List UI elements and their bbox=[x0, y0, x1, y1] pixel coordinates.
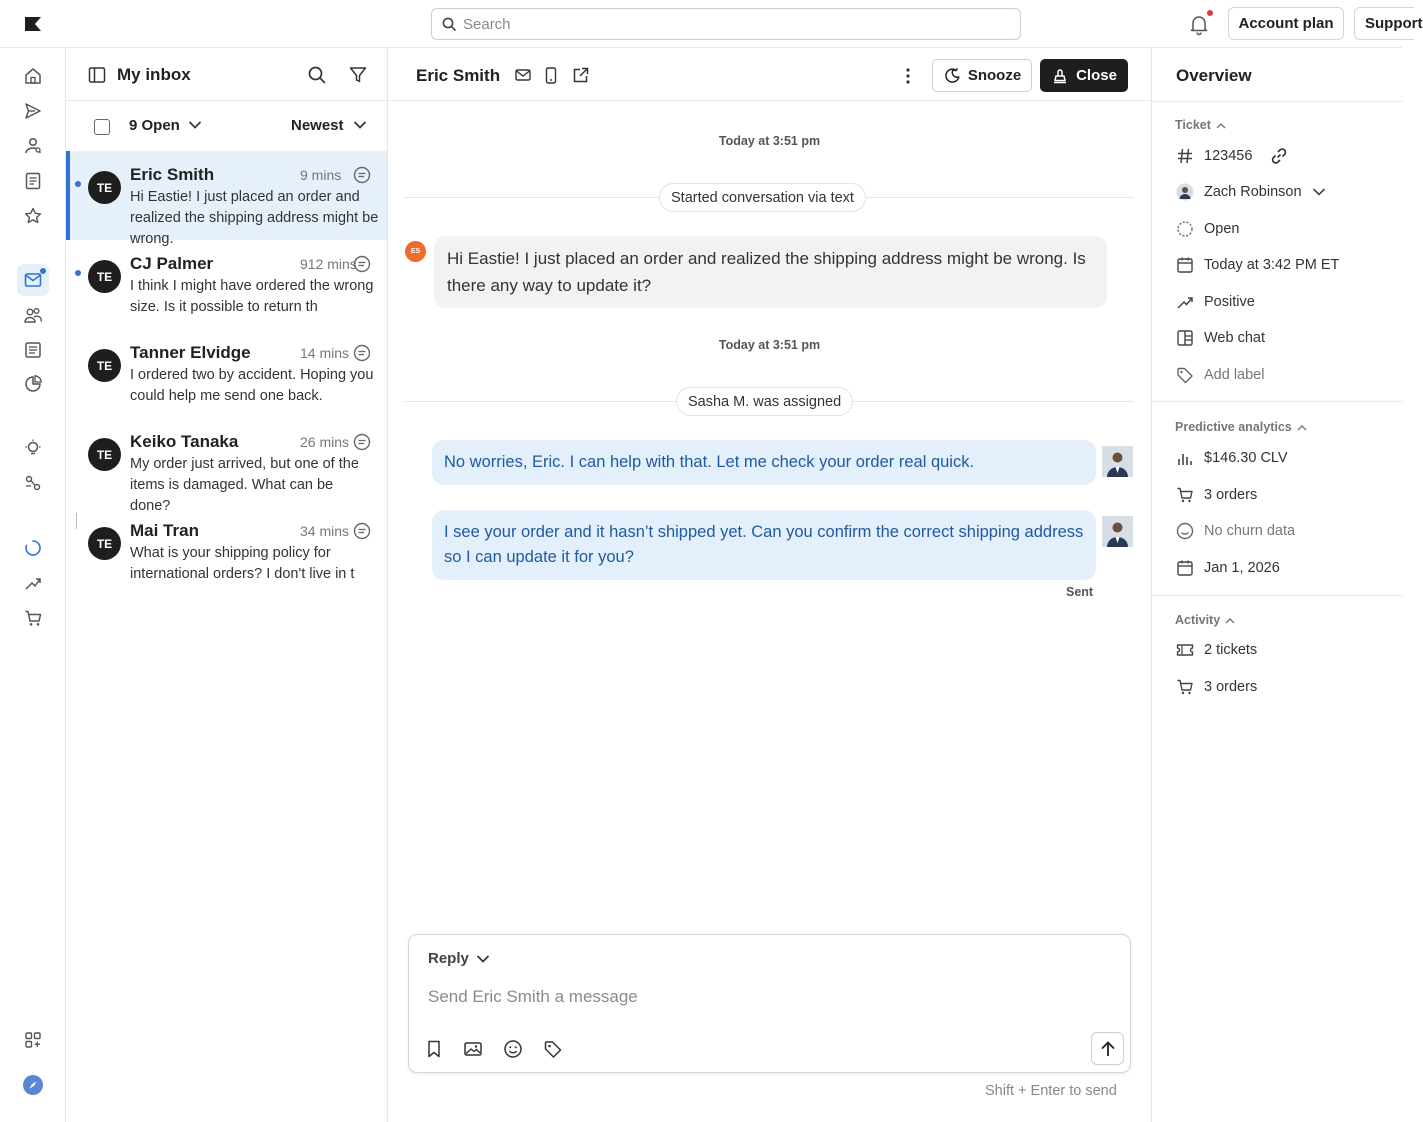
calendar-icon bbox=[1175, 558, 1195, 578]
assignee-avatar bbox=[1175, 182, 1195, 202]
copy-link-icon[interactable] bbox=[1269, 146, 1289, 166]
divider bbox=[1152, 401, 1403, 402]
conversation-time: 34 mins bbox=[300, 523, 350, 539]
conversation-preview: I think I might have ordered the wrong size. Is it possible to return th bbox=[130, 278, 374, 315]
inbox-header bbox=[66, 48, 387, 101]
conversation-item[interactable] bbox=[66, 507, 387, 596]
chevron-down-icon[interactable] bbox=[476, 954, 490, 964]
support-button[interactable]: Support bbox=[1354, 7, 1414, 40]
select-all-checkbox[interactable] bbox=[94, 119, 110, 135]
divider bbox=[1152, 595, 1403, 596]
conversation-time: 14 mins bbox=[300, 345, 350, 361]
conversation-preview: Hi Eastie! I just placed an order and realized the shipping address might be wrong. bbox=[130, 189, 379, 247]
conversation-name: Tanner Elvidge bbox=[130, 343, 251, 362]
conversation-time: 26 mins bbox=[300, 434, 350, 450]
chat-bubble-icon bbox=[353, 166, 371, 184]
ticket-section-label: Ticket bbox=[1175, 118, 1211, 132]
image-icon[interactable] bbox=[463, 1039, 483, 1059]
inbox-filters bbox=[66, 101, 387, 151]
notifications-bell-icon[interactable] bbox=[1188, 13, 1210, 35]
home-icon[interactable] bbox=[22, 65, 44, 87]
ticket-status: Open bbox=[1204, 221, 1240, 237]
open-filter-dropdown[interactable] bbox=[129, 117, 180, 134]
add-label-button[interactable] bbox=[1175, 364, 1264, 386]
conversation-item[interactable] bbox=[66, 329, 387, 418]
chevron-down-icon[interactable] bbox=[353, 120, 367, 130]
avatar: TE bbox=[88, 349, 121, 382]
message-timestamp: Today at 3:51 pm bbox=[718, 134, 821, 148]
conversation-item[interactable] bbox=[66, 418, 387, 514]
smiley-icon bbox=[1175, 521, 1195, 541]
left-nav-rail bbox=[0, 48, 66, 1122]
unread-dot bbox=[75, 181, 81, 187]
sent-status: Sent bbox=[1066, 585, 1094, 599]
lightbulb-icon[interactable] bbox=[22, 437, 44, 459]
inbox-unread-dot bbox=[40, 268, 46, 274]
created-date-row bbox=[1175, 254, 1339, 276]
app-logo-icon[interactable] bbox=[24, 15, 42, 33]
divider bbox=[1152, 101, 1403, 102]
send-icon[interactable] bbox=[22, 100, 44, 122]
predictive-section-toggle[interactable] bbox=[1175, 420, 1307, 434]
ticket-number: 123456 bbox=[1204, 148, 1253, 164]
conversation-preview: I ordered two by accident. Hoping you could help me send one back. bbox=[130, 367, 374, 404]
inbox-title: My inbox bbox=[117, 65, 191, 84]
more-options-icon[interactable] bbox=[905, 67, 911, 85]
assignee-dropdown[interactable] bbox=[1175, 181, 1326, 203]
people-icon[interactable] bbox=[22, 304, 44, 326]
event-started-conversation: Started conversation via text bbox=[659, 183, 866, 212]
conversation-preview: What is your shipping policy for international orders? I don't live in t bbox=[130, 545, 355, 582]
channel-row bbox=[1175, 327, 1265, 349]
scroll-indicator bbox=[76, 513, 77, 529]
send-button[interactable] bbox=[1091, 1032, 1124, 1065]
predicted-date: Jan 1, 2026 bbox=[1204, 560, 1280, 576]
emoji-icon[interactable] bbox=[503, 1039, 523, 1059]
avatar: TE bbox=[88, 527, 121, 560]
conversation-item[interactable] bbox=[66, 151, 387, 247]
search-bar[interactable] bbox=[431, 8, 1021, 40]
email-icon[interactable] bbox=[515, 68, 531, 82]
avatar: TE bbox=[88, 438, 121, 471]
toggle-sidebar-icon[interactable] bbox=[88, 66, 106, 84]
apps-icon[interactable] bbox=[22, 1029, 44, 1051]
overview-sidebar bbox=[1151, 48, 1402, 1122]
chevron-up-icon bbox=[1225, 617, 1235, 624]
reports-icon[interactable] bbox=[22, 339, 44, 361]
arrow-up-icon bbox=[1099, 1040, 1117, 1058]
snooze-label: Snooze bbox=[967, 67, 1022, 84]
send-hint: Shift + Enter to send bbox=[985, 1083, 1117, 1099]
web-chat-icon bbox=[1175, 328, 1195, 348]
assignee-name: Zach Robinson bbox=[1204, 184, 1302, 200]
ticket-date: Today at 3:42 PM ET bbox=[1204, 257, 1340, 273]
hash-icon bbox=[1175, 146, 1195, 166]
message-timestamp: Today at 3:51 pm bbox=[718, 338, 821, 352]
overview-title: Overview bbox=[1176, 66, 1252, 85]
close-button[interactable] bbox=[1040, 59, 1128, 92]
sentiment-row bbox=[1175, 291, 1255, 313]
tag-icon bbox=[1175, 365, 1195, 385]
document-icon[interactable] bbox=[22, 170, 44, 192]
reply-composer bbox=[408, 934, 1131, 1073]
chat-bubble-icon bbox=[353, 522, 371, 540]
conversation-time: 912 mins bbox=[300, 256, 357, 272]
open-external-icon[interactable] bbox=[572, 67, 589, 84]
churn-data: No churn data bbox=[1204, 523, 1296, 539]
conversation-preview: My order just arrived, but one of the items is damaged. What can be done? bbox=[130, 456, 359, 514]
chevron-up-icon bbox=[1216, 122, 1226, 129]
conversation-name: CJ Palmer bbox=[130, 254, 214, 273]
trend-up-icon bbox=[1175, 292, 1195, 312]
contact-name[interactable]: Eric Smith bbox=[416, 66, 501, 85]
tag-icon[interactable] bbox=[543, 1039, 563, 1059]
top-bar bbox=[0, 0, 1423, 48]
clv-value: $146.30 CLV bbox=[1204, 450, 1288, 466]
inbox-panel bbox=[66, 48, 388, 1122]
cart-icon bbox=[1175, 485, 1195, 505]
activity-tickets: 2 tickets bbox=[1204, 642, 1258, 658]
conversation-name: Mai Tran bbox=[130, 521, 199, 540]
loading-icon[interactable] bbox=[22, 537, 44, 559]
chevron-down-icon bbox=[1312, 187, 1326, 197]
predicted-date-row bbox=[1175, 557, 1280, 579]
pie-chart-icon[interactable] bbox=[22, 373, 44, 395]
clv-row bbox=[1175, 447, 1288, 469]
bookmark-icon[interactable] bbox=[424, 1039, 444, 1059]
sentiment: Positive bbox=[1204, 294, 1255, 310]
notification-badge bbox=[1207, 10, 1213, 16]
conversation-time: 9 mins bbox=[300, 167, 342, 183]
phone-icon[interactable] bbox=[545, 67, 557, 84]
agent-avatar bbox=[1102, 446, 1133, 477]
close-label: Close bbox=[1076, 67, 1117, 84]
avatar: TE bbox=[88, 171, 121, 204]
star-icon[interactable] bbox=[22, 205, 44, 227]
chevron-down-icon[interactable] bbox=[188, 120, 202, 130]
activity-orders: 3 orders bbox=[1204, 679, 1258, 695]
moon-icon bbox=[943, 67, 961, 85]
predicted-orders-row bbox=[1175, 484, 1257, 506]
chevron-up-icon bbox=[1297, 424, 1307, 431]
add-label-text: Add label bbox=[1204, 367, 1265, 383]
search-icon bbox=[442, 17, 456, 31]
snooze-button[interactable] bbox=[932, 59, 1032, 92]
activity-tickets-row[interactable] bbox=[1175, 639, 1257, 661]
account-plan-button[interactable]: Account plan bbox=[1228, 7, 1344, 40]
activity-section-toggle[interactable] bbox=[1175, 613, 1235, 627]
agent-avatar bbox=[1102, 516, 1133, 547]
channel: Web chat bbox=[1204, 330, 1265, 346]
open-filter-label: 9 Open bbox=[129, 117, 180, 134]
calendar-icon bbox=[1175, 255, 1195, 275]
status-row[interactable] bbox=[1175, 218, 1239, 240]
conversation-item[interactable] bbox=[66, 240, 387, 329]
activity-orders-row[interactable] bbox=[1175, 676, 1257, 698]
reply-mode-label: Reply bbox=[428, 950, 469, 967]
contacts-icon[interactable] bbox=[22, 135, 44, 157]
predictive-section-label: Predictive analytics bbox=[1175, 420, 1292, 434]
status-open-icon bbox=[1175, 219, 1195, 239]
conversation-name: Keiko Tanaka bbox=[130, 432, 239, 451]
close-ticket-icon bbox=[1051, 67, 1069, 85]
integrations-icon[interactable] bbox=[22, 472, 44, 494]
search-input[interactable] bbox=[463, 13, 1003, 35]
message-input[interactable] bbox=[428, 987, 1108, 1013]
sort-dropdown[interactable] bbox=[291, 117, 344, 134]
agent-message: No worries, Eric. I can help with that. Let me check your order real quick. bbox=[432, 440, 1096, 485]
cart-icon[interactable] bbox=[22, 607, 44, 629]
conversation-name: Eric Smith bbox=[130, 165, 215, 184]
unread-dot bbox=[75, 270, 81, 276]
predicted-orders: 3 orders bbox=[1204, 487, 1258, 503]
reply-mode-dropdown[interactable] bbox=[428, 950, 469, 967]
avatar: TE bbox=[88, 260, 121, 293]
ticket-section-toggle[interactable] bbox=[1175, 118, 1226, 132]
ticket-icon bbox=[1175, 640, 1195, 660]
trend-icon[interactable] bbox=[22, 572, 44, 594]
chat-bubble-icon bbox=[353, 255, 371, 273]
customer-message: Hi Eastie! I just placed an order and realized the shipping address might be wrong. Is there any way to update it? bbox=[434, 236, 1107, 308]
churn-row bbox=[1175, 520, 1295, 542]
filter-icon[interactable] bbox=[349, 66, 367, 84]
compass-icon[interactable] bbox=[22, 1074, 44, 1096]
event-agent-assigned: Sasha M. was assigned bbox=[676, 387, 853, 416]
customer-avatar: ES bbox=[405, 241, 426, 262]
inbox-search-icon[interactable] bbox=[308, 66, 326, 84]
agent-message: I see your order and it hasn’t shipped yet. Can you confirm the correct shipping address so I can update it for you? bbox=[432, 510, 1096, 580]
cart-icon bbox=[1175, 677, 1195, 697]
chat-bubble-icon bbox=[353, 344, 371, 362]
sort-label: Newest bbox=[291, 117, 344, 134]
bar-chart-icon bbox=[1175, 448, 1195, 468]
ticket-number-row bbox=[1175, 145, 1298, 167]
chat-bubble-icon bbox=[353, 433, 371, 451]
activity-section-label: Activity bbox=[1175, 613, 1221, 627]
conversation-header bbox=[388, 48, 1151, 101]
conversation-panel bbox=[388, 48, 1151, 1122]
